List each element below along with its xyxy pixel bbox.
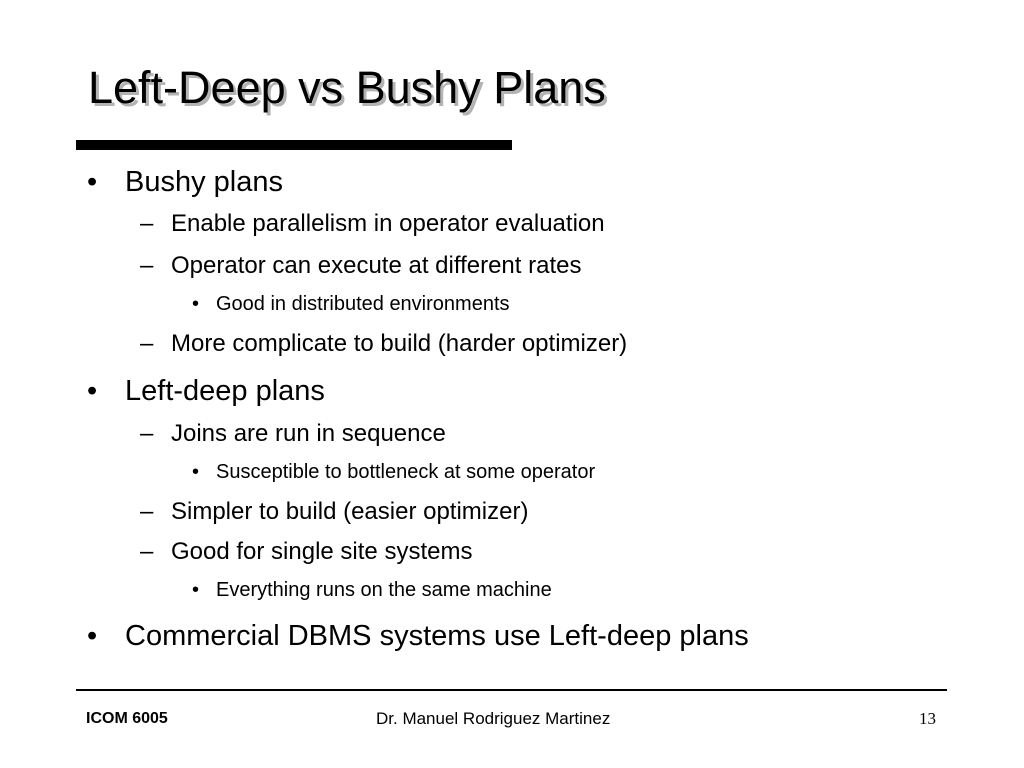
footer-page-number: 13: [919, 709, 936, 728]
bullet-text: Enable parallelism in operator evaluation: [171, 210, 605, 237]
bullet-text: Simpler to build (easier optimizer): [171, 498, 529, 525]
bullet-text: Left-deep plans: [125, 375, 325, 407]
bullet-marker: •: [192, 461, 200, 483]
bullet-marker: •: [87, 166, 98, 198]
bullet-item-level2: [140, 209, 605, 239]
bullet-text: More complicate to build (harder optimizer): [171, 330, 628, 357]
bullet-item-level2: [140, 251, 582, 281]
bullet-text: Good in distributed environments: [216, 293, 510, 315]
dash-marker: –: [140, 420, 154, 447]
bullet-text: Joins are run in sequence: [171, 420, 446, 447]
footer-author: Dr. Manuel Rodriguez Martinez: [376, 709, 611, 728]
bullet-marker: •: [87, 620, 98, 652]
bullet-text: Susceptible to bottleneck at some operator: [216, 461, 596, 483]
bullet-item-level2: [140, 419, 446, 449]
dash-marker: –: [140, 252, 154, 279]
bullet-text: Bushy plans: [125, 166, 283, 198]
dash-marker: –: [140, 538, 154, 565]
dash-marker: –: [140, 210, 154, 237]
footer-divider: [76, 689, 947, 691]
bullet-item-level1: [87, 164, 283, 200]
dash-marker: –: [140, 498, 154, 525]
bullet-item-level2: [140, 329, 628, 359]
dash-marker: –: [140, 330, 154, 357]
bullet-item-level3: [192, 577, 552, 603]
bullet-marker: •: [192, 579, 200, 601]
bullet-marker: •: [87, 375, 98, 407]
footer-course-code: ICOM 6005: [86, 710, 168, 727]
bullet-item-level2: [140, 537, 473, 567]
bullet-item-level2: [140, 497, 529, 527]
bullet-item-level1: [87, 373, 325, 409]
bullet-text: Everything runs on the same machine: [216, 579, 552, 601]
bullet-item-level3: [192, 291, 510, 317]
bullet-text: Commercial DBMS systems use Left-deep plans: [125, 620, 749, 652]
bullet-item-level3: [192, 459, 596, 485]
bullet-marker: •: [192, 293, 200, 315]
bullet-item-level1: [87, 618, 749, 654]
bullet-text: Operator can execute at different rates: [171, 252, 582, 279]
bullet-text: Good for single site systems: [171, 538, 473, 565]
title-underline: [76, 140, 512, 150]
slide-title: Left-Deep vs Bushy Plans: [88, 62, 606, 113]
